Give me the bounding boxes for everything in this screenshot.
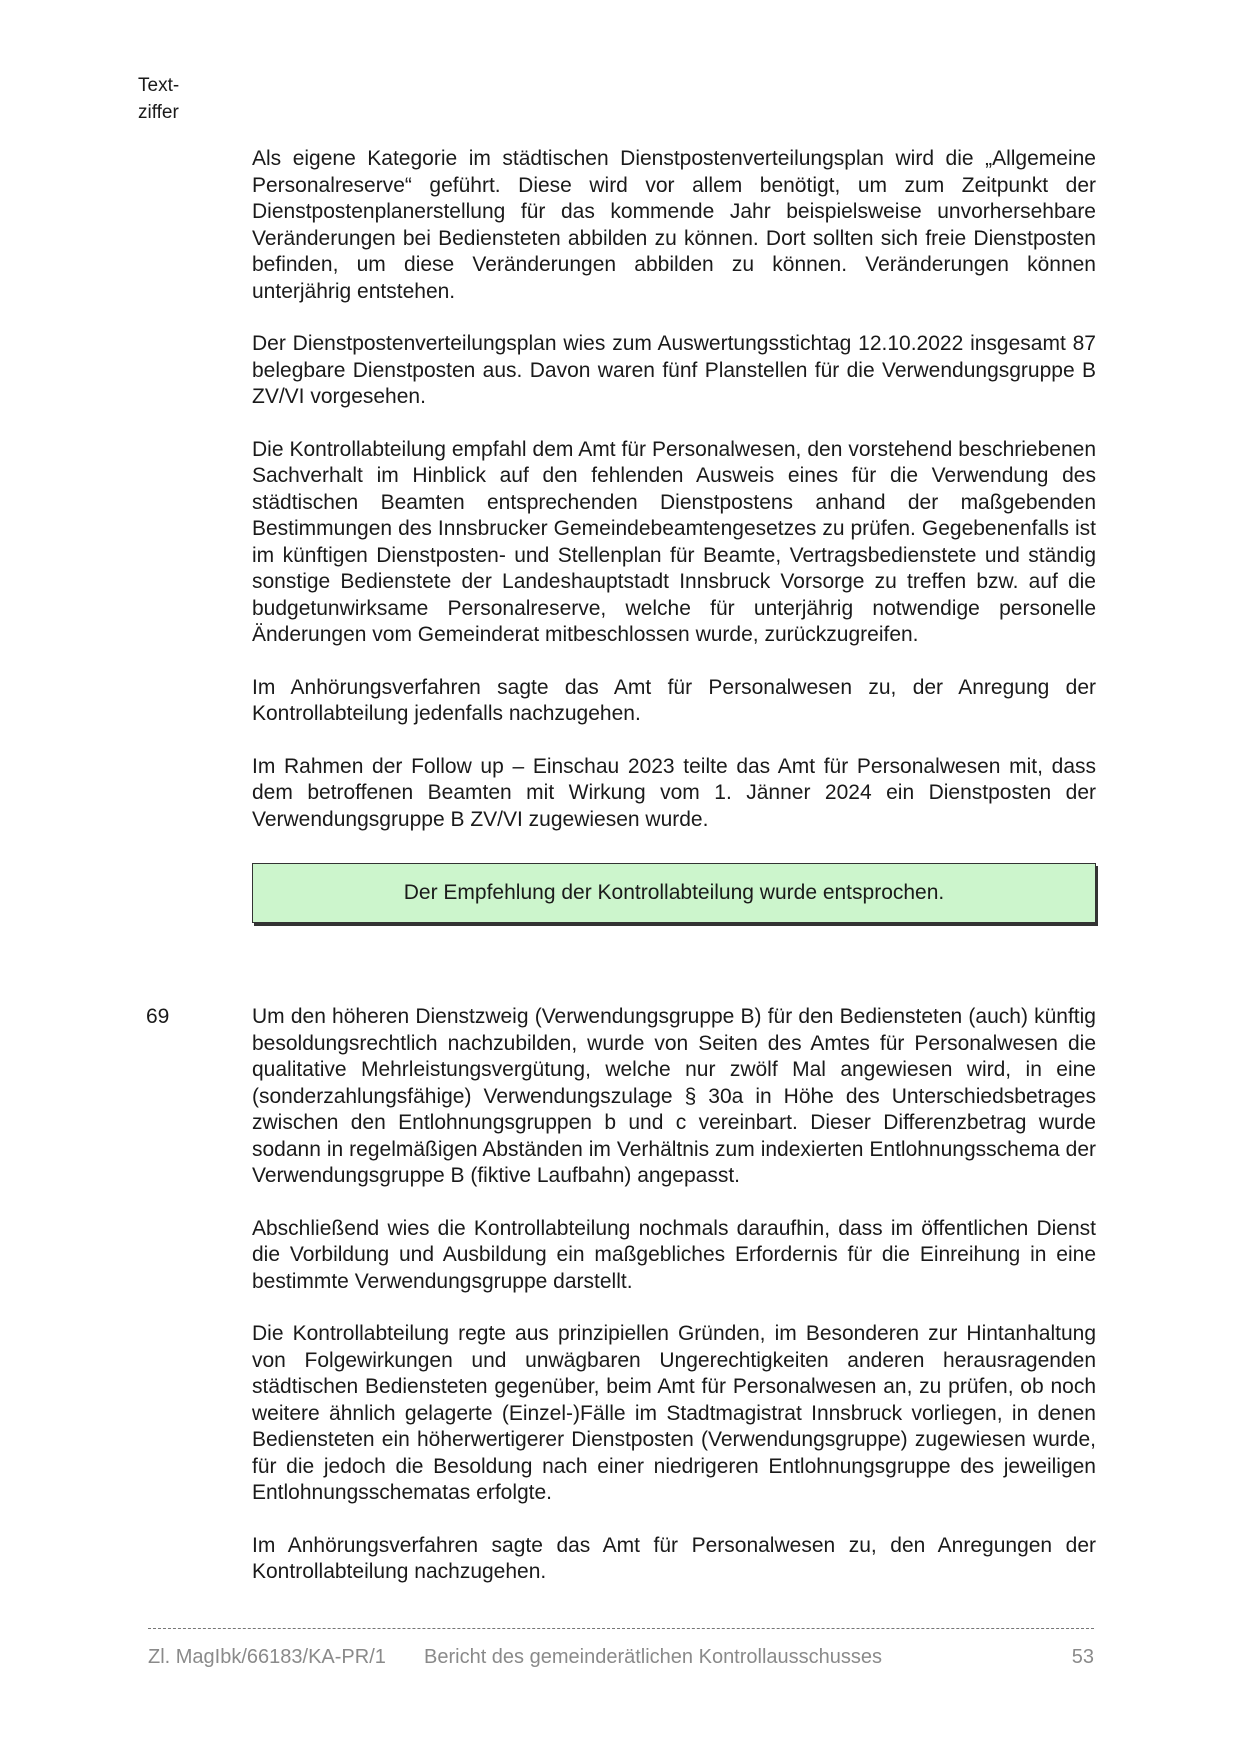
paragraph: Als eigene Kategorie im städtischen Dienstpostenverteilungsplan wird die „Allgemeine Personalreserve“ geführt. Diese wird vor allem benötigt, um zum Zeitpunkt der Dienstpostenplanerstellung für das kommende Jahr beispielsweise unvorhersehbare Veränderungen bei Bediensteten abbilden zu können. Dort sollten sich freie Dienstposten befinden, um diese Veränderungen abbilden zu können. Veränderungen können unterjährig entstehen.: [252, 147, 1096, 303]
paragraph: Um den höheren Dienstzweig (Verwendungsgruppe B) für den Bediensteten (auch) künftig besoldungsrechtlich nachzubilden, wurde von Seiten des Amtes für Personalwesen die qualitative Mehrleistungsvergütung, welche nur zwölf Mal angewiesen wird, in eine (sonderzahlungsfähige) Verwendungszulage § 30a in Höhe des Unterschiedsbetrages zwischen den Entlohnungsgruppen b und c vereinbart. Dieser Differenzbetrag wurde sodann in regelmäßigen Abständen im Verhältnis zum indexierten Entlohnungsschema der Verwendungsgruppe B (fiktive Laufbahn) angepasst.: [252, 1005, 1096, 1187]
page-number: 53: [1071, 1646, 1094, 1668]
paragraph: Im Anhörungsverfahren sagte das Amt für Personalwesen zu, der Anregung der Kontrollabteilung jedenfalls nachzugehen.: [252, 675, 1096, 725]
footer-divider: [148, 1628, 1094, 1629]
footer-title: Bericht des gemeinderätlichen Kontrollausschusses: [424, 1646, 883, 1668]
section-69: [252, 1004, 1096, 1612]
footer-reference: Zl. MagIbk/66183/KA-PR/1: [148, 1646, 386, 1668]
paragraph: Im Rahmen der Follow up – Einschau 2023 teilte das Amt für Personalwesen mit, dass dem betroffenen Beamten mit Wirkung vom 1. Jänner 2024 ein Dienstposten der Verwendungsgruppe B ZV/VI zugewiesen wurde.: [252, 754, 1096, 831]
recommendation-status-text: Der Empfehlung der Kontrollabteilung wurde entsprochen.: [403, 881, 945, 904]
paragraph: Die Kontrollabteilung empfahl dem Amt für Personalwesen, den vorstehend beschriebenen Sachverhalt im Hinblick auf den fehlenden Ausweis eines für die Verwendung des städtischen Beamten entsprechenden Dienstpostens anhand der maßgebenden Bestimmungen des Innsbrucker Gemeindebeamtengesetzes zu prüfen. Gegebenenfalls ist im künftigen Dienstposten- und Stellenplan für Beamte, Vertragsbedienstete und ständig sonstige Bedienstete der Landeshauptstadt Innsbruck Vorsorge zu treffen bzw. auf die budgetunwirksame Personalreserve, welche für unterjährig notwendige personelle Änderungen vom Gemeinderat mitbeschlossen wurde, zurückzugreifen.: [252, 437, 1096, 646]
paragraph: Die Kontrollabteilung regte aus prinzipiellen Gründen, im Besonderen zur Hintanhaltung von Folgewirkungen und unwägbaren Ungerechtigkeiten anderen herausragenden städtischen Bediensteten gegenüber, beim Amt für Personalwesen an, zu prüfen, ob noch weitere ähnlich gelagerte (Einzel-)Fälle im Stadtmagistrat Innsbruck vorliegen, in denen Bediensteten ein höherwertigerer Dienstposten (Verwendungsgruppe) zugewiesen wurde, für die jedoch die Besoldung nach einer niedrigeren Entlohnungsgruppe des jeweiligen Entlohnungsschematas erfolgte.: [252, 1322, 1096, 1504]
margin-label-textziffer: Text- ziffer: [138, 75, 180, 123]
paragraph: Der Dienstpostenverteilungsplan wies zum Auswertungsstichtag 12.10.2022 insgesamt 87 belegbare Dienstposten aus. Davon waren fünf Planstellen für die Verwendungsgruppe B ZV/VI vorgesehen.: [252, 332, 1096, 408]
section-number: 69: [146, 1005, 170, 1028]
paragraph: Abschließend wies die Kontrollabteilung nochmals daraufhin, dass im öffentlichen Dienst die Vorbildung und Ausbildung ein maßgebliches Erfordernis für die Einreihung in eine bestimmte Verwendungsgruppe darstellt.: [252, 1216, 1096, 1293]
content-block-1: [252, 146, 1096, 923]
paragraph: Im Anhörungsverfahren sagte das Amt für Personalwesen zu, den Anregungen der Kontrollabteilung nachzugehen.: [252, 1533, 1096, 1583]
recommendation-status-box: [252, 863, 1096, 923]
